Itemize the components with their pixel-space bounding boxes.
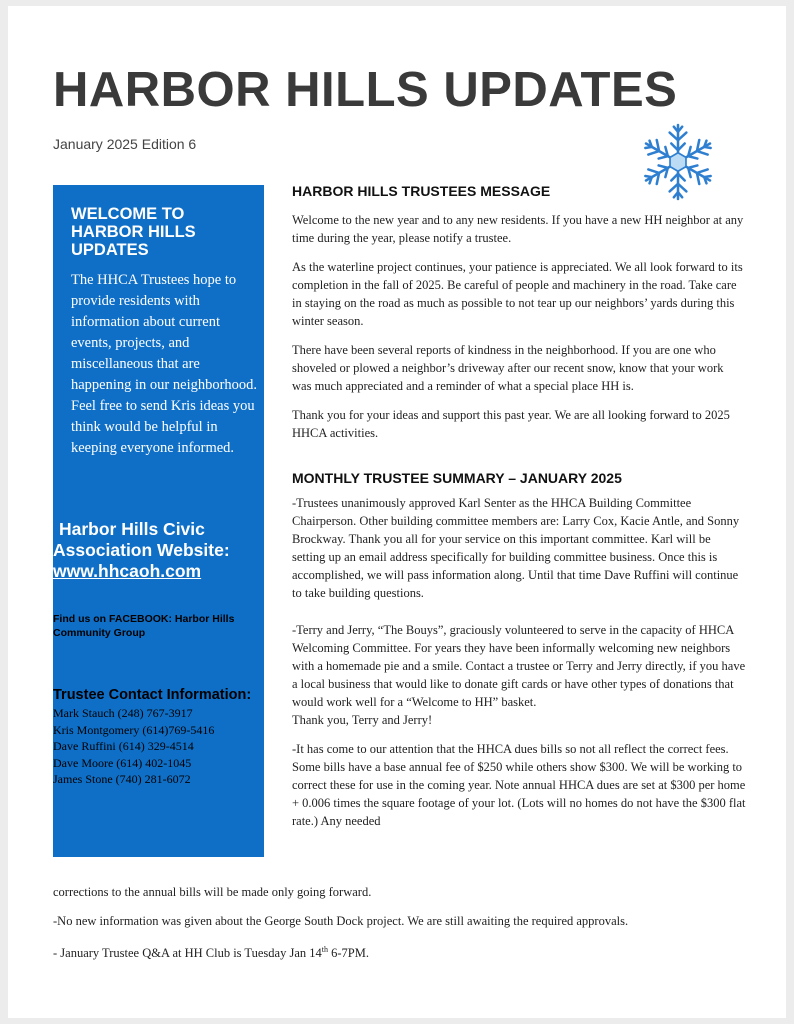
qa-text: - January Trustee Q&A at HH Club is Tuesday Jan 14 [53,946,322,961]
trustee-contact: James Stone (740) 281-6072 [53,772,191,786]
summary-item-dues: -It has come to our attention that the HHCA dues bills so not all reflect the correct fees. Some bills have a base annual fee of $250 while others show $300. We will be working to correct these for use in the coming year. Note annual HHCA dues are set at $300 per home + 0.006 times the square footage of your lot. (Lots will no homes do not have the $300 flat rate.) Any needed [292,742,746,828]
summary-item-thanks: Thank you, Terry and Jerry! [292,713,433,727]
sidebar-intro: The HHCA Trustees hope to provide residents with information about current events, projects, and miscellaneous that are happening in our neighborhood. Feel free to send Kris ideas you think would be helpful in keeping everyone informed. [71,272,258,456]
trustees-message-paragraph: Thank you for your ideas and support this past year. We are all looking forward to 2025 HHCA activities. [292,408,730,440]
trustee-contact: Dave Ruffini (614) 329-4514 [53,739,194,753]
contacts-title: Trustee Contact Information: [53,687,252,703]
monthly-summary-heading: MONTHLY TRUSTEE SUMMARY – JANUARY 2025 [292,470,622,486]
trustee-contact: Kris Montgomery (614)769-5416 [53,722,215,737]
website-section [53,519,264,582]
edition-label: January 2025 Edition 6 [53,136,197,152]
trustee-contact: Mark Stauch (248) 767-3917 [53,706,193,720]
qa-time: 6-7PM. [328,946,369,961]
website-heading-line1: Harbor Hills Civic [59,519,205,539]
website-heading-line2: Association Website: [53,540,230,560]
qa-ordinal: th [321,945,328,954]
trustees-message-paragraph: As the waterline project continues, your patience is appreciated. We all look forward to its completion in the fall of 2025. Be careful of people and machinery in the road. Take care in staying on the road as much as possible to not tear up our neighbors’ yards during this winter season. [292,260,743,328]
trustee-contacts-list [53,705,264,788]
summary-item-dues-continued: corrections to the annual bills will be made only going forward. [53,885,372,899]
sidebar-heading: WELCOME TO HARBOR HILLS UPDATES [71,205,196,259]
trustees-message-heading: HARBOR HILLS TRUSTEES MESSAGE [292,183,551,199]
trustee-contact: Dave Moore (614) 402-1045 [53,755,192,770]
summary-item-building-committee: -Trustees unanimously approved Karl Senter as the HHCA Building Committee Chairperson. Other building committee members are: Larry Cox, Kacie Antle, and Sonny Brockway. Thank you all for your service on this important committee. Karl will be setting up an email address specifically for building committee business. Once this is accomplished, we will pass information along. Until that time Dave Ruffini will continue to take building questions. [292,496,740,600]
newsletter-title: HARBOR HILLS UPDATES [53,63,678,117]
trustees-message-paragraph: There have been several reports of kindness in the neighborhood. If you are one who shoveled or plowed a neighbor’s driveway after our recent snow, know that your work was much appreciated and a reminder of what a special place HH is. [292,343,724,393]
facebook-note: Find us on FACEBOOK: Harbor Hills Community Group [53,613,235,639]
website-link[interactable]: www.hhcaoh.com [53,561,202,581]
welcome-sidebar [53,185,264,857]
summary-item-qa-session [53,941,743,962]
summary-item-dock-project: -No new information was given about the George South Dock project. We are still awaiting the required approvals. [53,914,629,928]
summary-item-welcoming-committee: -Terry and Jerry, “The Bouys”, graciously volunteered to serve in the capacity of HHCA Welcoming Committee. For years they have been informally welcoming new neighbors with a homemade pie and a smile. Contact a trustee or Terry and Jerry directly, if you have a local business that would like to donate gift cards or have other types of donations that would work well for a “Welcome to HH” basket. [292,623,746,709]
newsletter-page [8,6,786,1018]
trustees-message-paragraph: Welcome to the new year and to any new residents. If you have a new HH neighbor at any time during the year, please notify a trustee. [292,213,744,245]
main-column [292,183,746,830]
